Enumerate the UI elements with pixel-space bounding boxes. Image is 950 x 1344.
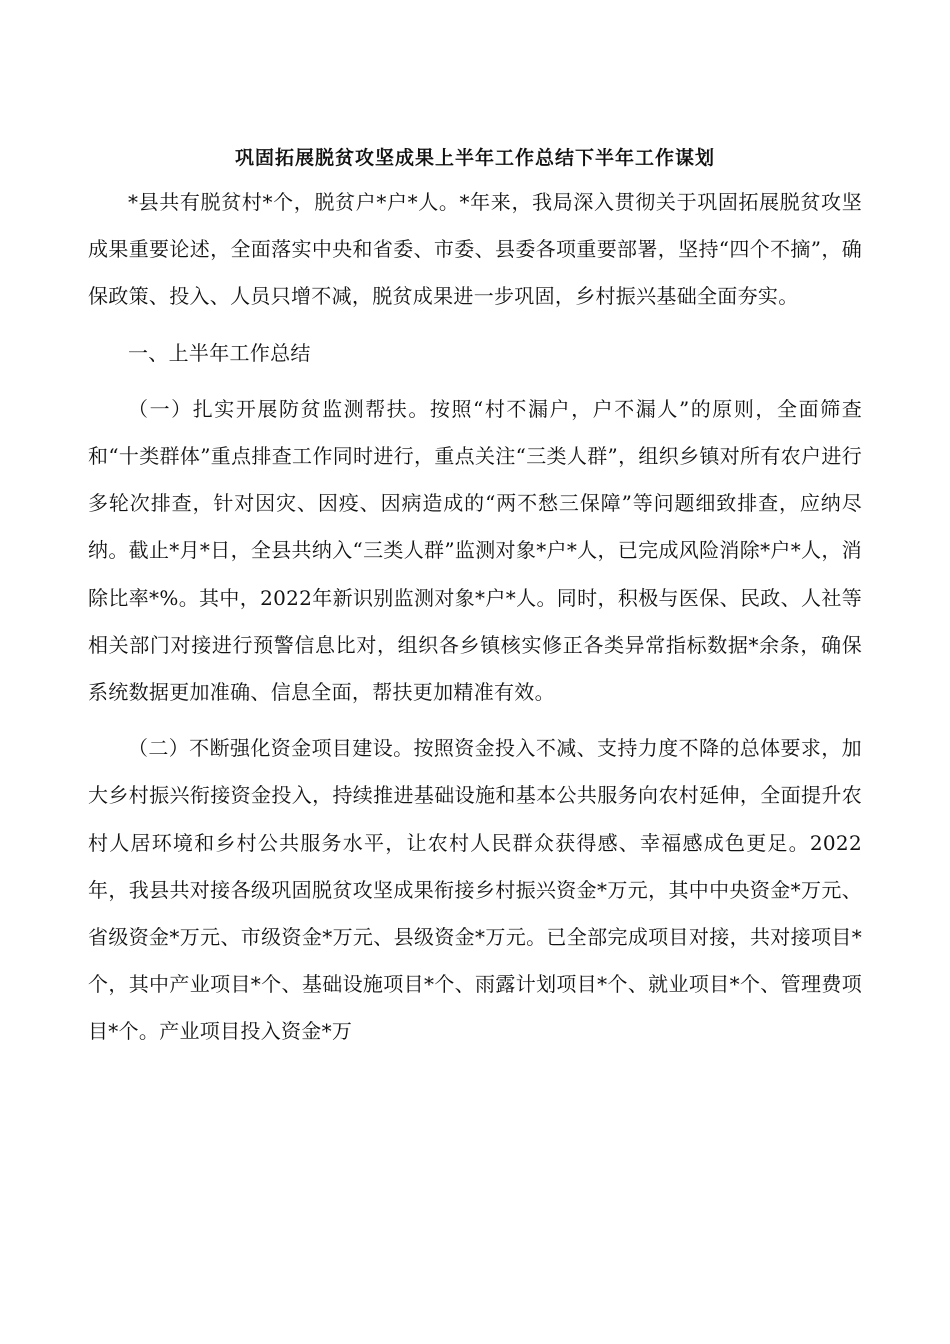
intro-paragraph: *县共有脱贫村*个，脱贫户*户*人。*年来，我局深入贯彻关于巩固拓展脱贫攻坚成果重要论述，全面落实中央和省委、市委、县委各项重要部署，坚持“四个不摘”，确保政策、投入、人员只增不减，脱贫成果进一步巩固，乡村振兴基础全面夯实。 (88, 190, 862, 309)
section-heading-first-half-summary: 一、上半年工作总结 (128, 340, 311, 365)
document-page (88, 138, 862, 1056)
paragraph-poverty-monitoring: （一）扎实开展防贫监测帮扶。按照“村不漏户，户不漏人”的原则，全面筛查和“十类群体”重点排查工作同时进行，重点关注“三类人群”，组织乡镇对所有农户进行多轮次排查，针对因灾、因疫、因病造成的“两不愁三保障”等问题细致排查，应纳尽纳。截止*月*日，全县共纳入“三类人群”监测对象*户*人，已完成风险消除*户*人，消除比率*%。其中，2022年新识别监测对象*户*人。同时，积极与医保、民政、人社等相关部门对接进行预警信息比对，组织各乡镇核实修正各类异常指标数据*余条，确保系统数据更加准确、信息全面，帮扶更加精准有效。 (88, 396, 862, 705)
paragraph-funding-projects: （二）不断强化资金项目建设。按照资金投入不减、支持力度不降的总体要求，加大乡村振兴衔接资金投入，持续推进基础设施和基本公共服务向农村延伸，全面提升农村人居环境和乡村公共服务水平，让农村人民群众获得感、幸福感成色更足。2022年，我县共对接各级巩固脱贫攻坚成果衔接乡村振兴资金*万元，其中中央资金*万元、省级资金*万元、市级资金*万元、县级资金*万元。已全部完成项目对接，共对接项目*个，其中产业项目*个、基础设施项目*个、雨露计划项目*个、就业项目*个、管理费项目*个。产业项目投入资金*万 (88, 736, 862, 1044)
document-title: 巩固拓展脱贫攻坚成果上半年工作总结下半年工作谋划 (234, 147, 715, 169)
